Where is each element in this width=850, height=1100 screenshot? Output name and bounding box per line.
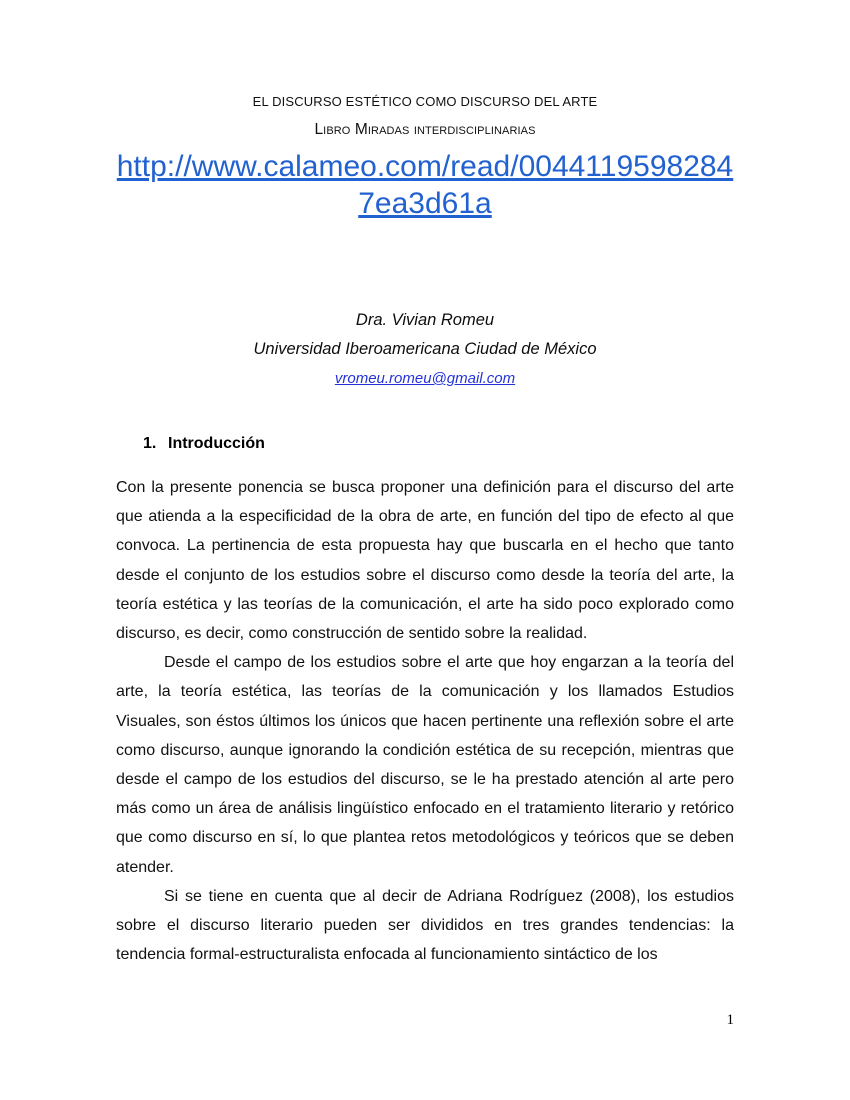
author-name: Dra. Vivian Romeu bbox=[355, 311, 495, 329]
section-heading bbox=[143, 433, 734, 455]
running-head-book: Libro Miradas interdisciplinarias bbox=[314, 121, 536, 138]
section-title: Introducción bbox=[168, 435, 265, 452]
body-paragraph: Desde el campo de los estudios sobre el arte que hoy engarzan a la teoría del arte, la teoría estética, las teorías de la comunicación y los llamados Estudios Visuales, son éstos últimos los únicos que hacen pertinente una reflexión sobre el arte como discurso, aunque ignorando la condición estética de su recepción, mientras que desde el campo de los estudios del discurso, se le ha prestado atención al arte pero más como un área de análisis lingüístico enfocado en el tratamiento literario y retórico que como discurso en sí, lo que plantea retos metodológicos y teóricos que se deben atender. bbox=[116, 654, 734, 876]
author-block bbox=[116, 306, 734, 393]
body-paragraph: Si se tiene en cuenta que al decir de Adriana Rodríguez (2008), los estudios sobre el discurso literario pueden ser divididos en tres grandes tendencias: la tendencia formal-estructuralista enfocada al funcionamiento sintáctico de los bbox=[116, 887, 734, 964]
author-email-link[interactable]: vromeu.romeu@gmail.com bbox=[334, 370, 516, 387]
author-affiliation: Universidad Iberoamericana Ciudad de México bbox=[253, 340, 597, 358]
source-url-link[interactable]: http://www.calameo.com/read/00441195982847ea3d61a bbox=[116, 150, 734, 220]
page-number: 1 bbox=[726, 1012, 734, 1028]
running-head-title: EL DISCURSO ESTÉTICO COMO DISCURSO DEL ARTE bbox=[252, 94, 598, 109]
source-url-container bbox=[116, 148, 734, 222]
section-number: 1. bbox=[143, 435, 157, 452]
body-paragraph: Con la presente ponencia se busca proponer una definición para el discurso del arte que atienda a la especificidad de la obra de arte, en función del tipo de efecto al que convoca. La pertinencia de esta propuesta hay que buscarla en el hecho que tanto desde el conjunto de los estudios sobre el discurso como desde la teoría del arte, la teoría estética y las teorías de la comunicación, el arte ha sido poco explorado como discurso, es decir, como construcción de sentido sobre la realidad. bbox=[116, 479, 734, 643]
page-content bbox=[116, 88, 734, 969]
